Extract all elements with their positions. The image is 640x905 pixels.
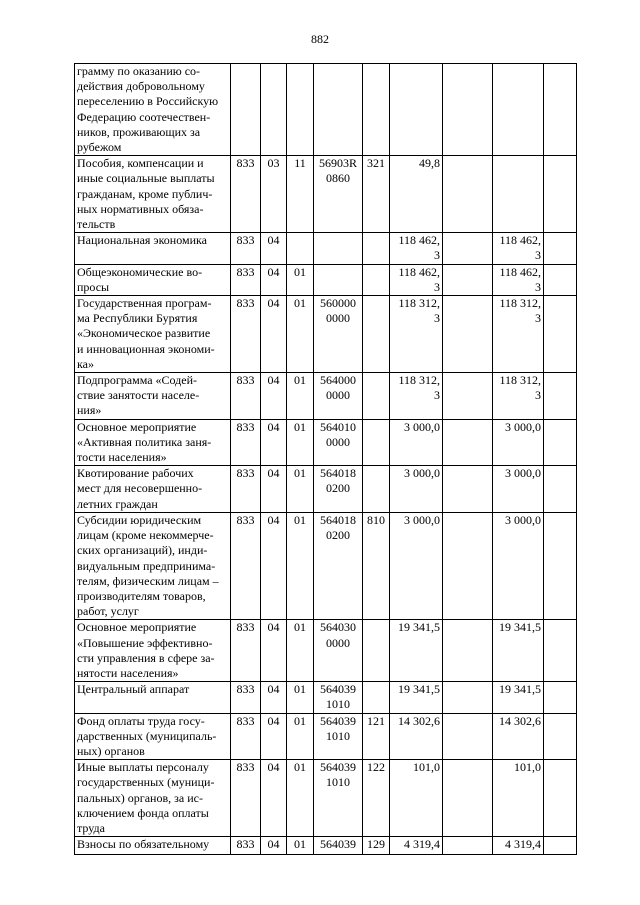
target-article-cell: 564010 0000 [314, 419, 363, 466]
section-cell: 04 [261, 264, 287, 295]
amount-cell-4 [544, 682, 577, 713]
section-cell [261, 64, 287, 156]
amount-cell-3: 14 302,6 [493, 713, 544, 760]
table-row [75, 296, 577, 373]
subsection-cell: 01 [287, 713, 314, 760]
amount-cell-1: 3 000,0 [390, 466, 443, 513]
page-number: 882 [311, 32, 329, 46]
amount-cell-4 [544, 837, 577, 855]
amount-cell-3: 101,0 [493, 760, 544, 837]
table-row [75, 64, 577, 156]
amount-cell-2 [443, 466, 493, 513]
ved-cell: 833 [231, 296, 261, 373]
amount-cell-1: 118 462, 3 [390, 264, 443, 295]
section-cell: 03 [261, 156, 287, 233]
row-name-cell: Государственная програм- ма Республики Бурятия «Экономическое развитие и инновационная экономи- ка» [75, 296, 231, 373]
amount-cell-2 [443, 373, 493, 420]
amount-cell-1: 3 000,0 [390, 419, 443, 466]
target-article-cell [314, 264, 363, 295]
ved-cell: 833 [231, 264, 261, 295]
subsection-cell: 01 [287, 373, 314, 420]
amount-cell-2 [443, 620, 493, 682]
budget-table [74, 63, 577, 855]
amount-cell-4 [544, 466, 577, 513]
row-name-cell: Субсидии юридическим лицам (кроме некоммерче- ских организаций), инди- видуальным предпринима- телям, физическим лицам – производителям товаров, работ, услуг [75, 512, 231, 619]
expense-type-cell: 810 [363, 512, 390, 619]
amount-cell-1: 19 341,5 [390, 620, 443, 682]
subsection-cell [287, 233, 314, 264]
row-name-cell: Национальная экономика [75, 233, 231, 264]
amount-cell-4 [544, 64, 577, 156]
ved-cell: 833 [231, 373, 261, 420]
amount-cell-2 [443, 64, 493, 156]
amount-cell-4 [544, 233, 577, 264]
target-article-cell: 564018 0200 [314, 466, 363, 513]
target-article-cell: 560000 0000 [314, 296, 363, 373]
expense-type-cell [363, 466, 390, 513]
expense-type-cell [363, 373, 390, 420]
amount-cell-1: 4 319,4 [390, 837, 443, 855]
amount-cell-1: 101,0 [390, 760, 443, 837]
amount-cell-2 [443, 713, 493, 760]
target-article-cell [314, 233, 363, 264]
ved-cell: 833 [231, 512, 261, 619]
amount-cell-2 [443, 264, 493, 295]
section-cell: 04 [261, 419, 287, 466]
amount-cell-4 [544, 373, 577, 420]
ved-cell: 833 [231, 419, 261, 466]
table-row [75, 837, 577, 855]
section-cell: 04 [261, 760, 287, 837]
row-name-cell: Основное мероприятие «Повышение эффективно- сти управления в сфере за- нятости населения» [75, 620, 231, 682]
table-row [75, 512, 577, 619]
subsection-cell: 01 [287, 419, 314, 466]
section-cell: 04 [261, 466, 287, 513]
expense-type-cell [363, 620, 390, 682]
target-article-cell: 564039 1010 [314, 760, 363, 837]
section-cell: 04 [261, 713, 287, 760]
amount-cell-1: 118 462, 3 [390, 233, 443, 264]
target-article-cell: 564039 [314, 837, 363, 855]
table-row [75, 760, 577, 837]
subsection-cell: 01 [287, 296, 314, 373]
row-name-cell: Квотирование рабочих мест для несовершенно- летних граждан [75, 466, 231, 513]
amount-cell-4 [544, 512, 577, 619]
amount-cell-3: 3 000,0 [493, 419, 544, 466]
table-row [75, 156, 577, 233]
amount-cell-3: 118 462, 3 [493, 264, 544, 295]
expense-type-cell: 122 [363, 760, 390, 837]
table-row [75, 682, 577, 713]
ved-cell: 833 [231, 620, 261, 682]
subsection-cell: 01 [287, 837, 314, 855]
amount-cell-4 [544, 419, 577, 466]
expense-type-cell [363, 682, 390, 713]
ved-cell [231, 64, 261, 156]
amount-cell-3: 19 341,5 [493, 620, 544, 682]
section-cell: 04 [261, 233, 287, 264]
amount-cell-2 [443, 419, 493, 466]
row-name-cell: Основное мероприятие «Активная политика заня- тости населения» [75, 419, 231, 466]
amount-cell-4 [544, 713, 577, 760]
section-cell: 04 [261, 682, 287, 713]
amount-cell-4 [544, 264, 577, 295]
expense-type-cell [363, 264, 390, 295]
amount-cell-1: 3 000,0 [390, 512, 443, 619]
section-cell: 04 [261, 620, 287, 682]
row-name-cell: Центральный аппарат [75, 682, 231, 713]
amount-cell-1: 19 341,5 [390, 682, 443, 713]
amount-cell-1: 118 312, 3 [390, 373, 443, 420]
subsection-cell: 01 [287, 682, 314, 713]
amount-cell-2 [443, 156, 493, 233]
amount-cell-3 [493, 156, 544, 233]
amount-cell-2 [443, 682, 493, 713]
amount-cell-4 [544, 156, 577, 233]
section-cell: 04 [261, 296, 287, 373]
subsection-cell [287, 64, 314, 156]
expense-type-cell: 321 [363, 156, 390, 233]
expense-type-cell [363, 296, 390, 373]
subsection-cell: 01 [287, 760, 314, 837]
row-name-cell: грамму по оказанию со- действия добровольному переселению в Российскую Федерацию соотечествен- ников, проживающих за рубежом [75, 64, 231, 156]
ved-cell: 833 [231, 466, 261, 513]
ved-cell: 833 [231, 682, 261, 713]
subsection-cell: 01 [287, 466, 314, 513]
amount-cell-4 [544, 620, 577, 682]
amount-cell-3: 118 462, 3 [493, 233, 544, 264]
expense-type-cell: 121 [363, 713, 390, 760]
amount-cell-2 [443, 837, 493, 855]
ved-cell: 833 [231, 760, 261, 837]
target-article-cell: 564030 0000 [314, 620, 363, 682]
row-name-cell: Иные выплаты персоналу государственных (муници- пальных) органов, за ис- ключением фонда оплаты труда [75, 760, 231, 837]
subsection-cell: 01 [287, 512, 314, 619]
expense-type-cell [363, 64, 390, 156]
subsection-cell: 11 [287, 156, 314, 233]
ved-cell: 833 [231, 233, 261, 264]
ved-cell: 833 [231, 713, 261, 760]
amount-cell-4 [544, 760, 577, 837]
expense-type-cell [363, 233, 390, 264]
ved-cell: 833 [231, 837, 261, 855]
target-article-cell: 56903R 0860 [314, 156, 363, 233]
budget-table-body [75, 64, 577, 855]
amount-cell-3: 118 312, 3 [493, 373, 544, 420]
subsection-cell: 01 [287, 264, 314, 295]
amount-cell-2 [443, 233, 493, 264]
expense-type-cell: 129 [363, 837, 390, 855]
table-row [75, 264, 577, 295]
target-article-cell: 564039 1010 [314, 682, 363, 713]
amount-cell-1: 14 302,6 [390, 713, 443, 760]
target-article-cell [314, 64, 363, 156]
row-name-cell: Взносы по обязательному [75, 837, 231, 855]
ved-cell: 833 [231, 156, 261, 233]
table-row [75, 419, 577, 466]
amount-cell-3: 118 312, 3 [493, 296, 544, 373]
row-name-cell: Подпрограмма «Содей- ствие занятости населе- ния» [75, 373, 231, 420]
amount-cell-3: 3 000,0 [493, 466, 544, 513]
amount-cell-3: 19 341,5 [493, 682, 544, 713]
amount-cell-3 [493, 64, 544, 156]
table-row [75, 620, 577, 682]
table-row [75, 466, 577, 513]
table-row [75, 233, 577, 264]
amount-cell-1: 49,8 [390, 156, 443, 233]
amount-cell-1: 118 312, 3 [390, 296, 443, 373]
amount-cell-1 [390, 64, 443, 156]
row-name-cell: Фонд оплаты труда госу- дарственных (муниципаль- ных) органов [75, 713, 231, 760]
expense-type-cell [363, 419, 390, 466]
amount-cell-2 [443, 760, 493, 837]
section-cell: 04 [261, 373, 287, 420]
amount-cell-3: 3 000,0 [493, 512, 544, 619]
amount-cell-3: 4 319,4 [493, 837, 544, 855]
subsection-cell: 01 [287, 620, 314, 682]
target-article-cell: 564018 0200 [314, 512, 363, 619]
amount-cell-2 [443, 512, 493, 619]
table-row [75, 373, 577, 420]
target-article-cell: 564000 0000 [314, 373, 363, 420]
amount-cell-2 [443, 296, 493, 373]
target-article-cell: 564039 1010 [314, 713, 363, 760]
table-row [75, 713, 577, 760]
section-cell: 04 [261, 837, 287, 855]
row-name-cell: Пособия, компенсации и иные социальные выплаты гражданам, кроме публич- ных нормативных обяза- тельств [75, 156, 231, 233]
row-name-cell: Общеэкономические во- просы [75, 264, 231, 295]
section-cell: 04 [261, 512, 287, 619]
amount-cell-4 [544, 296, 577, 373]
